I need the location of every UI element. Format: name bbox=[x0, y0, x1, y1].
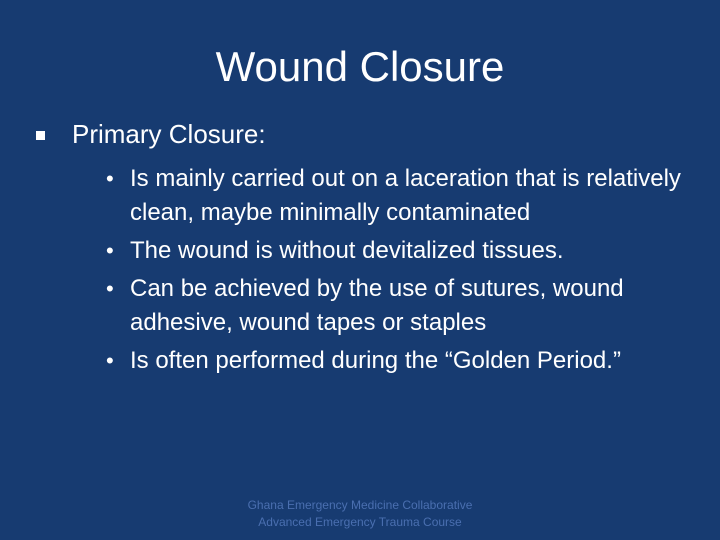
sub-bullet-text: Is often performed during the “Golden Period.” bbox=[130, 347, 621, 374]
sub-bullet-text: Is mainly carried out on a laceration that is relatively clean, maybe minimally contaminated bbox=[130, 165, 681, 226]
dot-bullet-icon: • bbox=[106, 276, 114, 301]
dot-bullet-icon: • bbox=[106, 166, 114, 191]
dot-bullet-icon: • bbox=[106, 348, 114, 373]
main-bullet-item bbox=[36, 116, 686, 152]
sub-bullet-item bbox=[106, 234, 696, 268]
slide-title: Wound Closure bbox=[215, 43, 505, 90]
sub-bullet-item bbox=[106, 272, 696, 340]
dot-bullet-icon: • bbox=[106, 238, 114, 263]
main-bullet-text: Primary Closure: bbox=[72, 119, 266, 149]
sub-bullet-item bbox=[106, 162, 696, 230]
sub-bullet-text: The wound is without devitalized tissues. bbox=[130, 237, 564, 264]
footer-course: Advanced Emergency Trauma Course bbox=[258, 515, 462, 529]
sub-bullet-text: Can be achieved by the use of sutures, wound adhesive, wound tapes or staples bbox=[130, 275, 624, 336]
square-bullet-icon bbox=[36, 131, 45, 140]
sub-bullet-list bbox=[106, 162, 696, 382]
slide-footer bbox=[0, 497, 720, 531]
sub-bullet-item bbox=[106, 344, 696, 378]
footer-organization: Ghana Emergency Medicine Collaborative bbox=[247, 498, 473, 512]
